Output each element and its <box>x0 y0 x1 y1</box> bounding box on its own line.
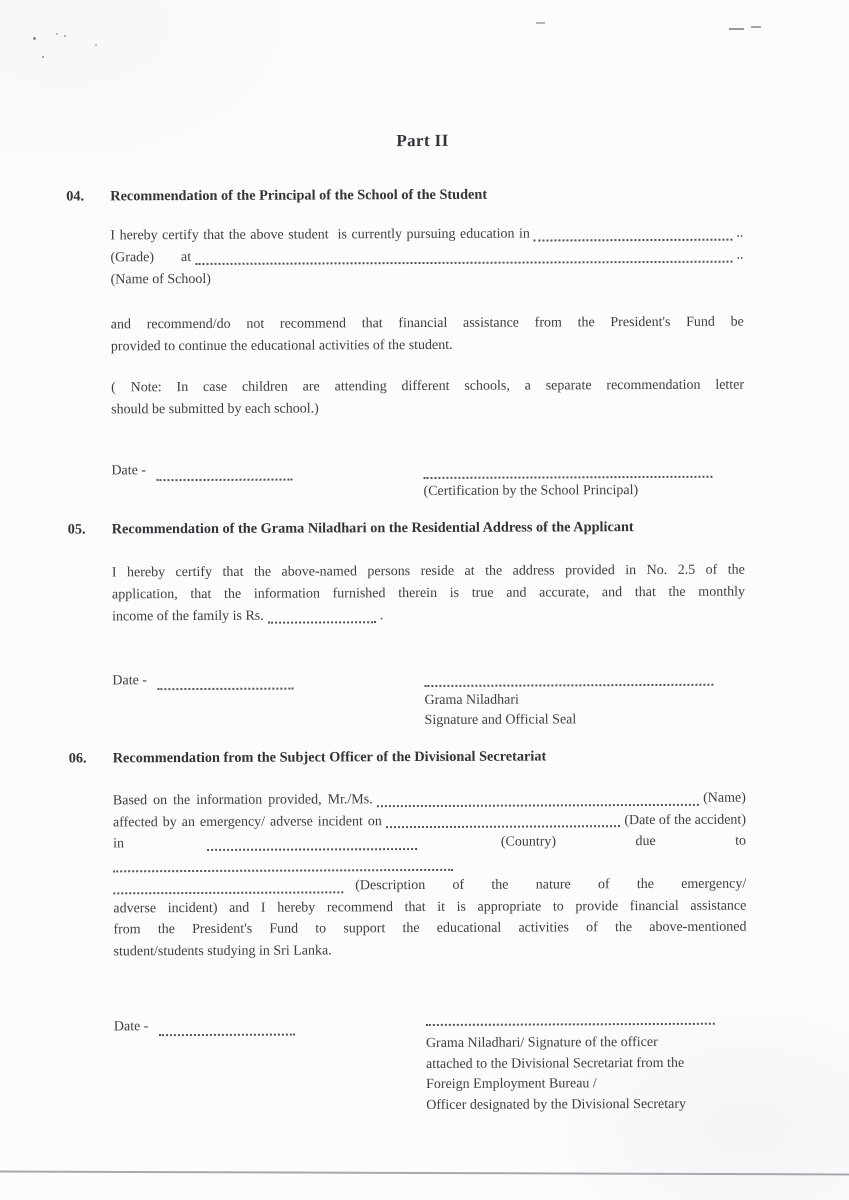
form-text: affected by an emergency/ adverse incident on <box>112 813 382 830</box>
dotted-blank-description <box>113 891 343 894</box>
spacer <box>154 247 181 269</box>
signature-caption: Foreign Employment Bureau / <box>426 1076 597 1092</box>
dotted-blank-date-of-accident <box>386 825 620 828</box>
dotted-blank-description <box>113 869 453 872</box>
signature-caption-block <box>424 690 754 731</box>
date-label: Date - <box>111 463 147 479</box>
signature-blank <box>426 1007 715 1026</box>
date-label: Date - <box>113 1019 149 1035</box>
section-05-heading: Recommendation of the Grama Niladhari on the Residential Address of the Applicant <box>111 519 634 538</box>
dotted-blank-income <box>268 621 376 623</box>
signature-blank <box>424 668 713 687</box>
section-05-number: 05. <box>67 521 86 538</box>
form-text: I hereby certify that the above-named persons reside at the address provided in No. 2.5 of the <box>111 562 745 581</box>
dotted-blank-grade <box>534 239 733 242</box>
form-text: (Date of the accident) <box>624 812 746 828</box>
form-text: from the President's Fund to support the educational activities of the above-mentioned <box>113 919 747 938</box>
signature-caption-block <box>426 1033 766 1116</box>
form-text: (Country) <box>500 834 557 850</box>
section-05-paragraph <box>112 560 745 629</box>
page-title: Part II <box>396 130 449 151</box>
signature-caption: Signature and Official Seal <box>424 712 577 729</box>
dotted-blank-name <box>377 803 699 806</box>
form-text: I hereby certify that the above student is currently pursuing education in <box>110 226 530 244</box>
form-text: due <box>635 833 656 850</box>
form-text: to <box>735 833 747 849</box>
date-blank <box>156 463 292 482</box>
form-text: and recommend/do not recommend that financial assistance from the President's Fund be <box>110 314 744 333</box>
section-04-heading: Recommendation of the Principal of the School of the Student <box>110 186 488 205</box>
section-04-paragraph-2 <box>111 312 744 359</box>
form-text: (Name) <box>703 790 746 806</box>
form-text: (Description of the nature of the emergency/ <box>355 876 747 894</box>
form-text: ( Note: In case children are attending different schools, a separate recommendation letter <box>111 377 745 396</box>
date-label: Date - <box>112 673 147 689</box>
dotted-blank-country <box>207 848 417 851</box>
form-text: .. <box>736 225 744 241</box>
form-text: . <box>379 608 384 624</box>
dotted-blank-school-name <box>195 261 732 265</box>
section-04-paragraph-1 <box>110 223 743 292</box>
section-04-number: 04. <box>66 188 85 205</box>
form-text: Based on the information provided, Mr./Ms. <box>112 792 373 809</box>
section-06-paragraph <box>113 788 747 963</box>
signature-caption: (Certification by the School Principal) <box>423 483 639 500</box>
signature-blank <box>423 460 712 479</box>
form-text: application, that the information furnished therein is true and accurate, and that the monthly <box>111 584 746 603</box>
signature-caption: Officer designated by the Divisional Secretary <box>426 1096 687 1113</box>
date-blank <box>159 1019 295 1037</box>
section-06-heading: Recommendation from the Subject Officer of the Divisional Secretariat <box>112 748 547 767</box>
form-text: adverse incident) and I hereby recommend that it is appropriate to provide financial assistance <box>113 898 747 916</box>
date-blank <box>157 673 293 691</box>
form-text: provided to continue the educational activities of the student. <box>110 337 453 355</box>
form-text: income of the family is Rs. <box>112 608 264 625</box>
form-text: student/students studying in Sri Lanka. <box>113 942 332 959</box>
form-text: (Name of School) <box>110 271 211 288</box>
signature-caption: attached to the Divisional Secretariat from the <box>425 1055 685 1072</box>
section-06-number: 06. <box>68 750 87 767</box>
form-text: at <box>181 250 192 266</box>
form-text: .. <box>736 247 744 263</box>
form-text: in <box>113 836 124 852</box>
section-04-note <box>111 375 744 422</box>
form-text: (Grade) <box>110 250 155 266</box>
form-text: should be submitted by each school.) <box>111 401 319 418</box>
signature-caption: Grama Niladhari/ Signature of the officer <box>425 1034 658 1051</box>
signature-caption: Grama Niladhari <box>424 692 519 709</box>
